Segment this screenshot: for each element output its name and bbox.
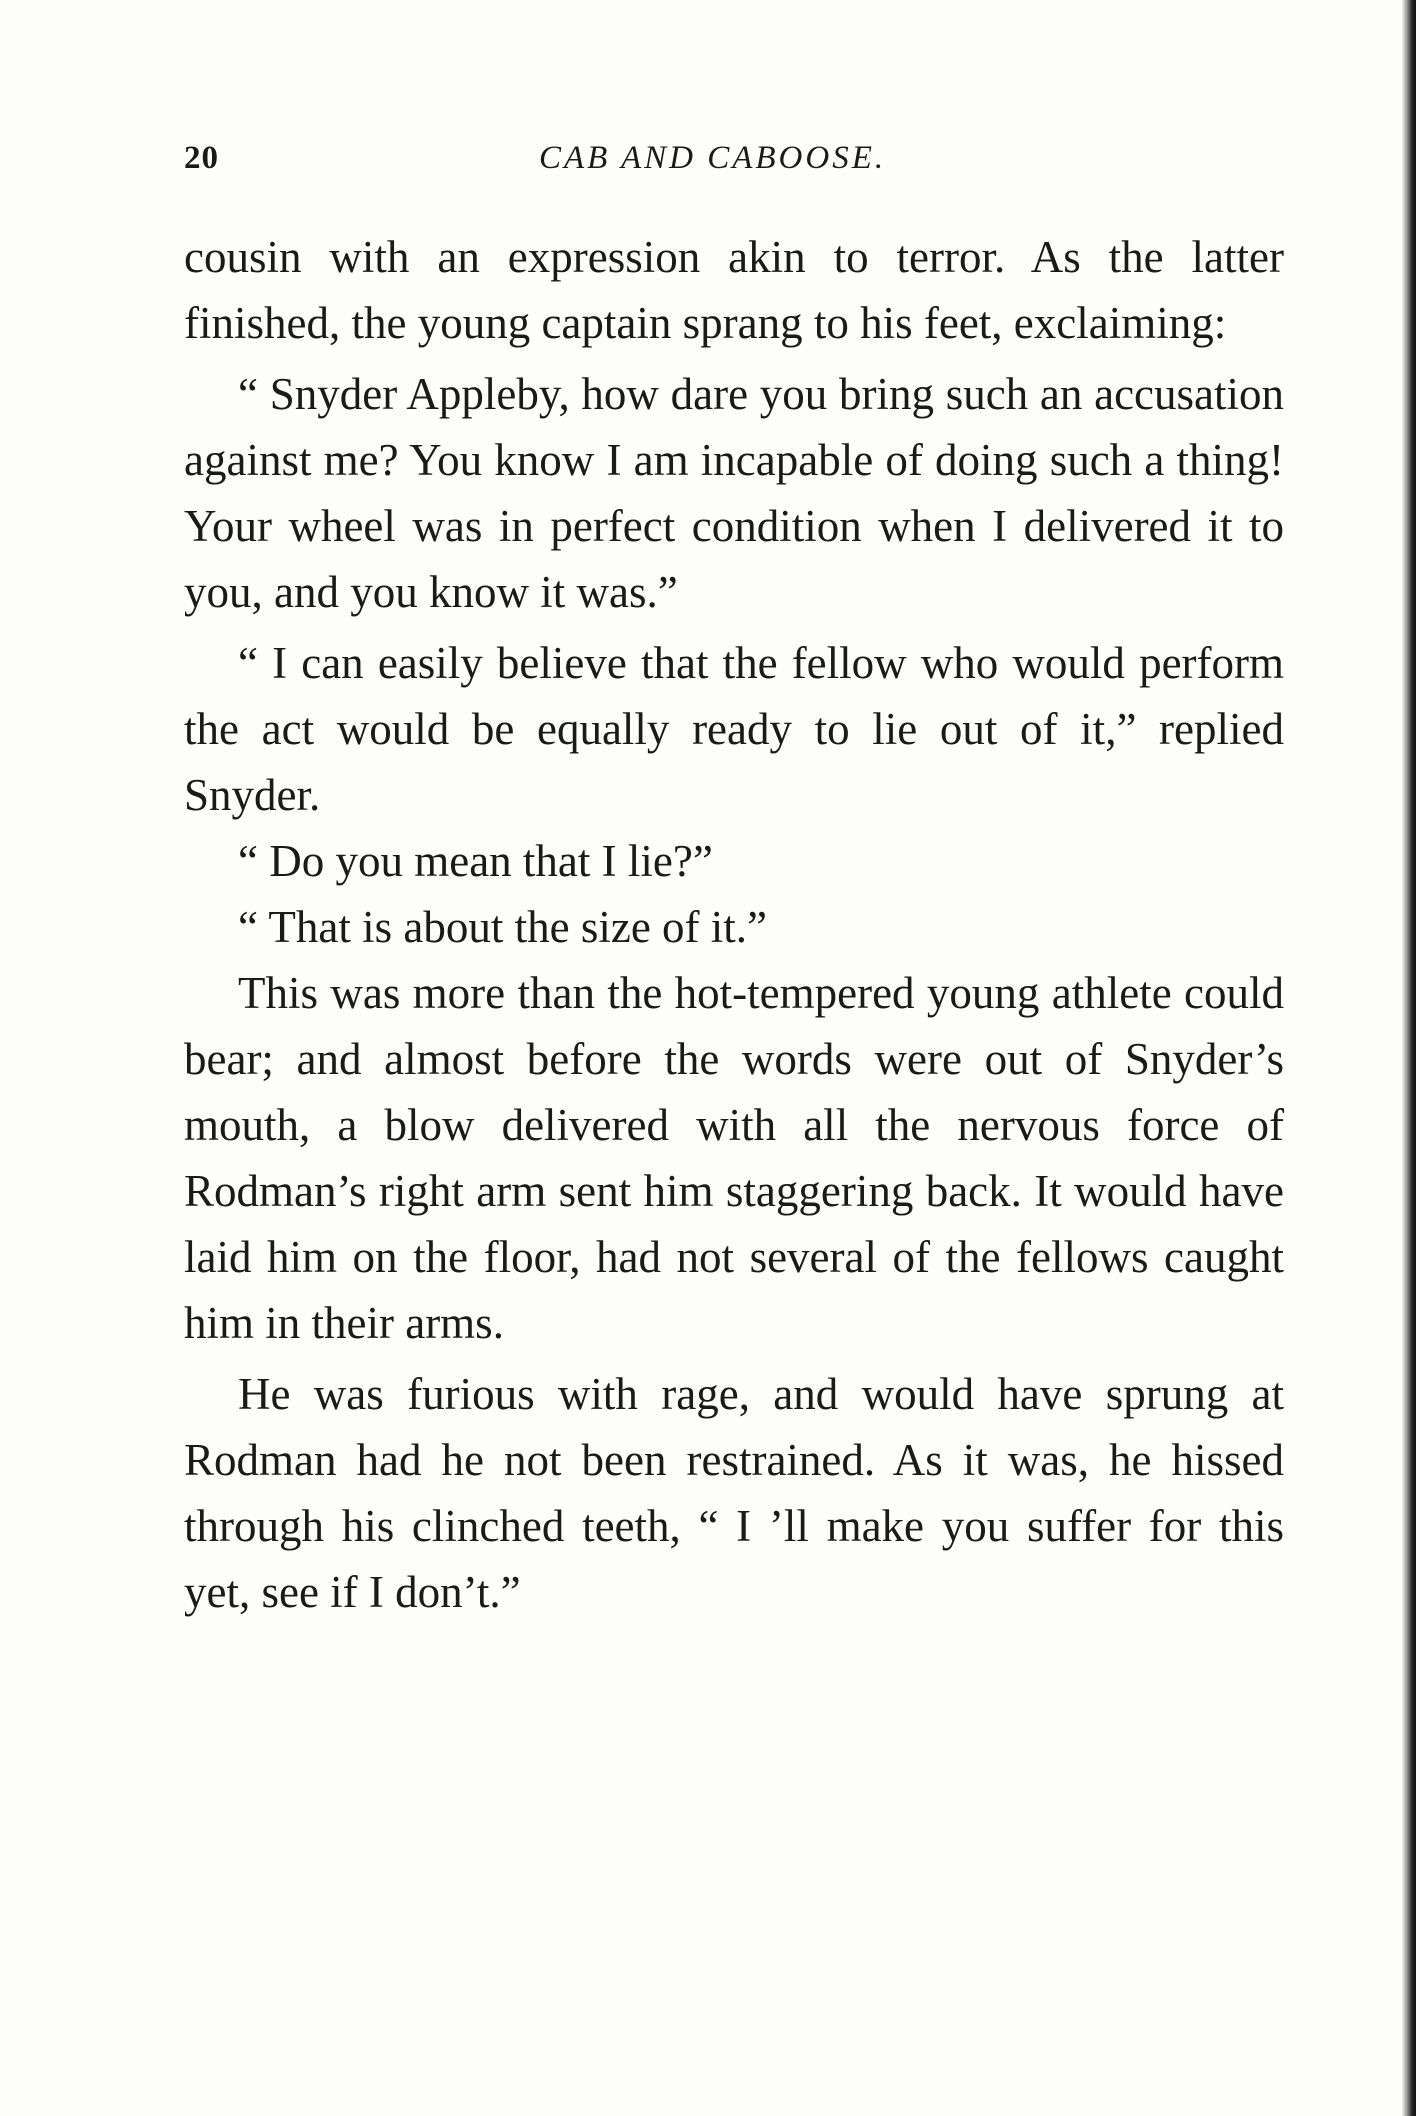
paragraph-1: cousin with an expression akin to terror. As the latter finished, the young captain sprang to his feet, exclaiming: <box>184 232 1284 348</box>
body-text <box>184 224 1284 1625</box>
page-edge-shadow <box>1402 0 1416 2116</box>
paragraph-5: “ That is about the size of it.” <box>238 902 768 952</box>
running-head <box>184 140 1284 190</box>
running-title: CAB AND CABOOSE. <box>539 140 887 176</box>
paragraph-6: This was more than the hot-tempered young athlete could bear; and almost before the words were out of Snyder’s mouth, a blow delivered with all the nervous force of Rodman’s right arm sent him staggering back. It would have laid him on the floor, had not several of the fellows caught him in their arms. <box>184 968 1284 1348</box>
paragraph-2: “ Snyder Appleby, how dare you bring such an accusation against me? You know I am incapable of doing such a thing! Your wheel was in perfect condition when I delivered it to you, and you know it was.” <box>184 369 1284 617</box>
page-number: 20 <box>184 140 219 176</box>
paragraph-7: He was furious with rage, and would have sprung at Rodman had he not been restrained. As it was, he hissed through his clinched teeth, “ I ’ll make you suffer for this yet, see if I don’t.” <box>184 1369 1284 1617</box>
paragraph-4: “ Do you mean that I lie?” <box>238 836 713 886</box>
paragraph-3: “ I can easily believe that the fellow who would perform the act would be equally ready to lie out of it,” replied Snyder. <box>184 638 1284 820</box>
